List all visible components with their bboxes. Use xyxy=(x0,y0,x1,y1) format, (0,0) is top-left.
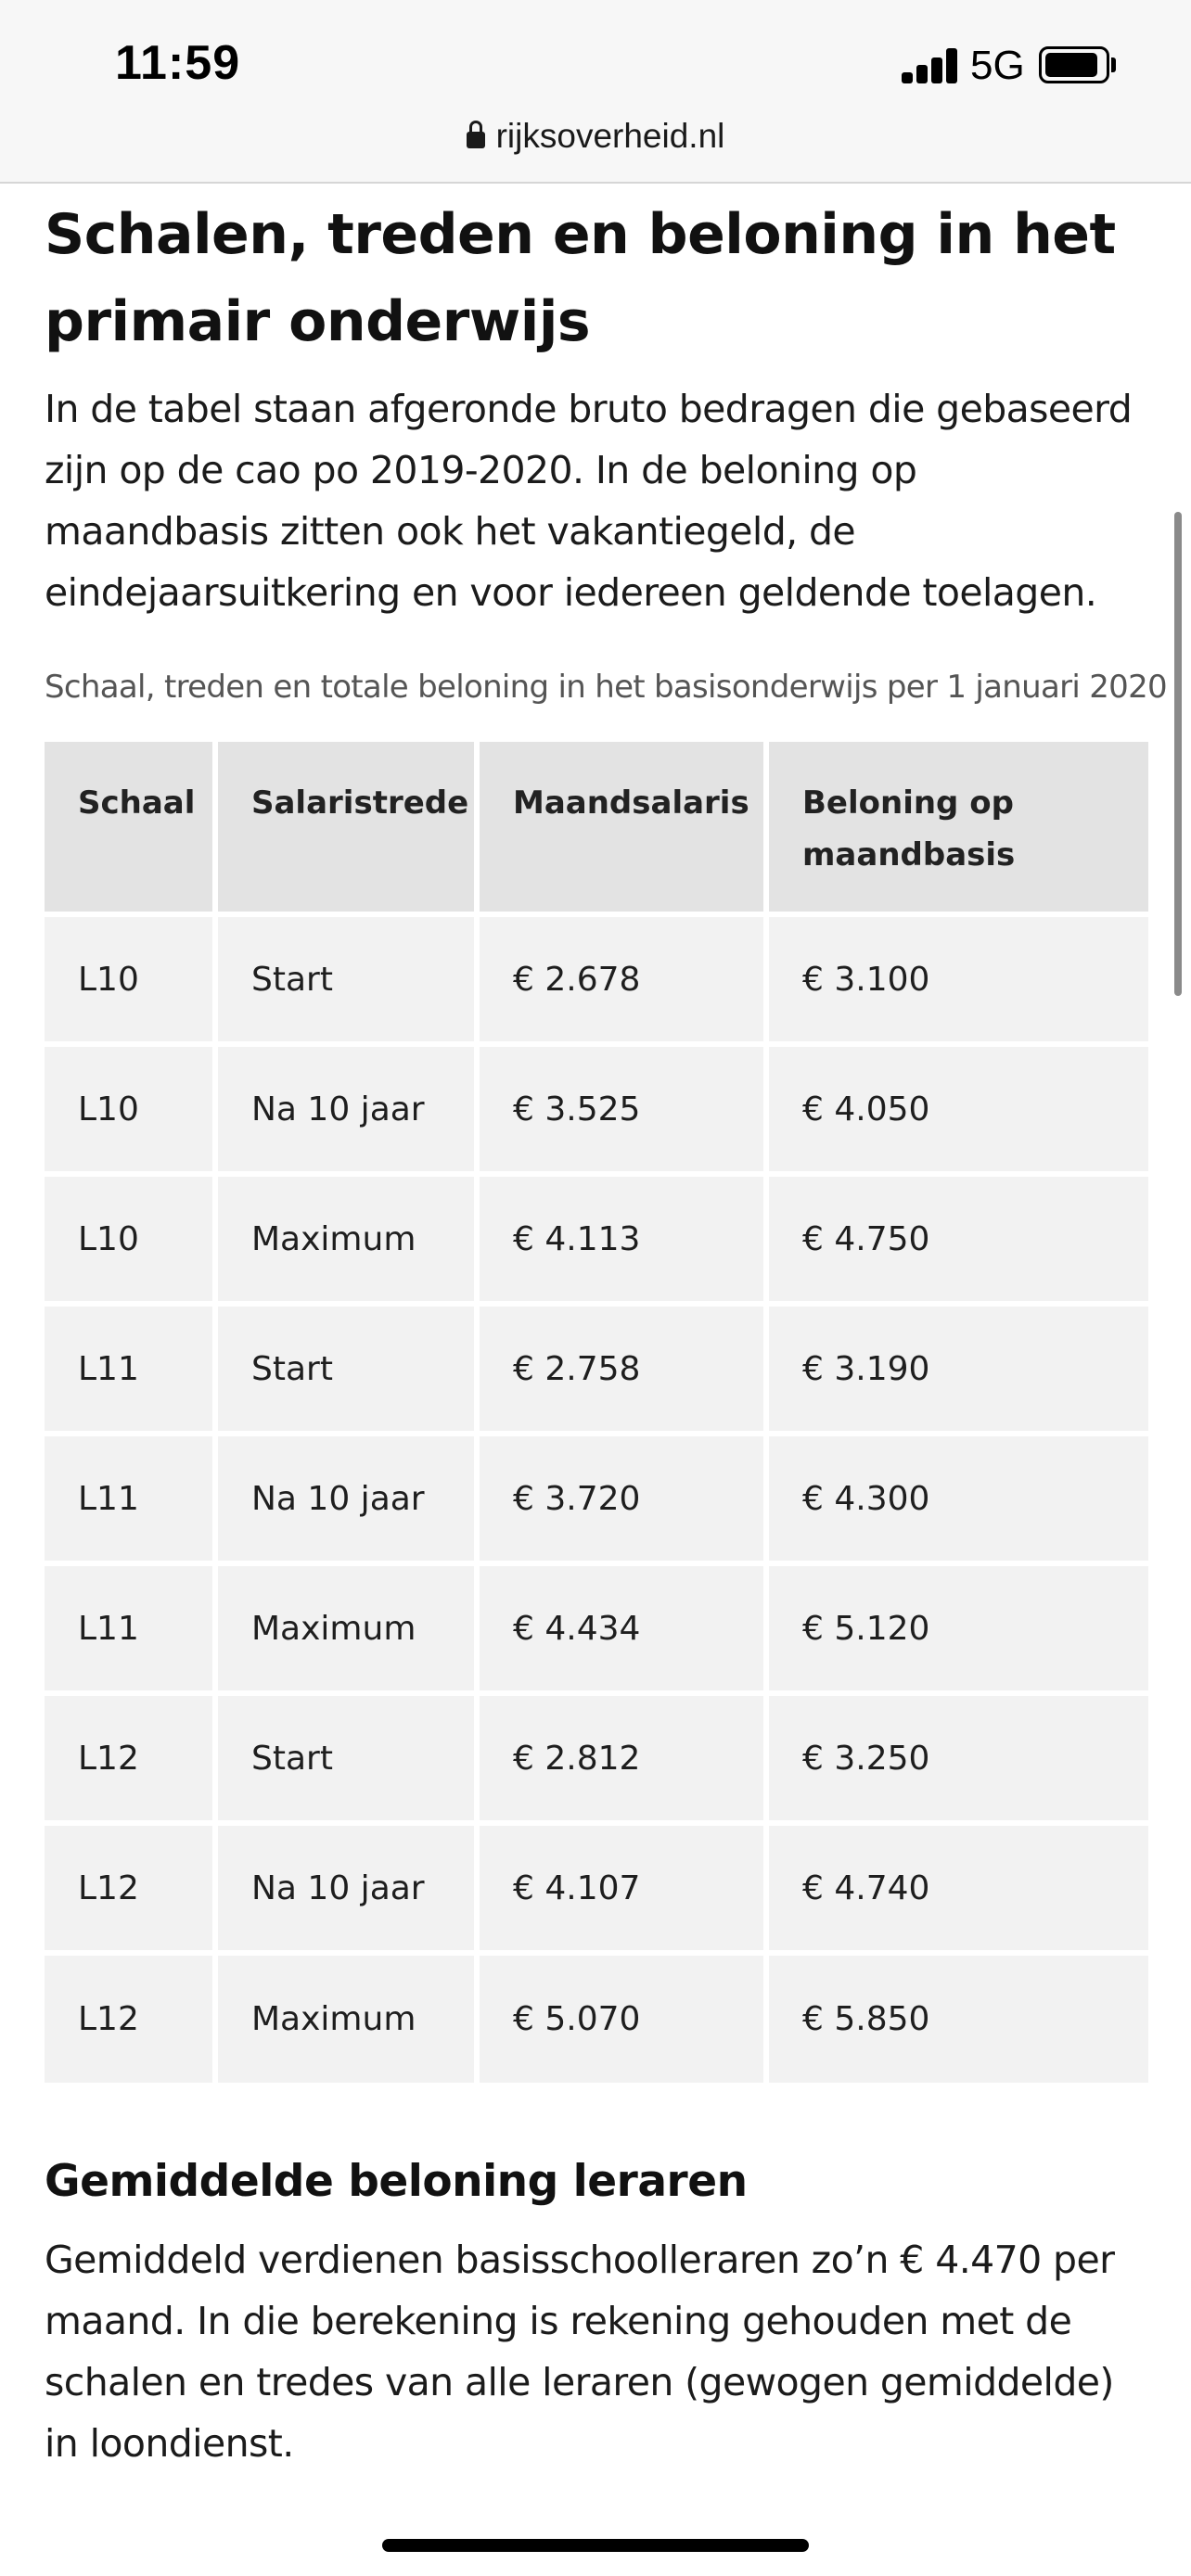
page-title: Schalen, treden en beloning in het primair onderwijs xyxy=(45,202,1116,354)
table-header-row xyxy=(45,742,1148,914)
cell-salaristrede: Na 10 jaar xyxy=(215,1434,477,1563)
cell-beloning: € 4.050 xyxy=(766,1044,1148,1174)
table-row xyxy=(45,1304,1148,1434)
cell-salaristrede: Maximum xyxy=(215,1563,477,1693)
cell-maandsalaris: € 3.525 xyxy=(477,1044,766,1174)
cell-maandsalaris: € 5.070 xyxy=(477,1953,766,2083)
cell-maandsalaris: € 2.812 xyxy=(477,1693,766,1823)
cell-schaal: L11 xyxy=(45,1434,215,1563)
column-header-schaal: Schaal xyxy=(45,742,215,914)
cell-salaristrede: Maximum xyxy=(215,1953,477,2083)
cell-maandsalaris: € 3.720 xyxy=(477,1434,766,1563)
table-row xyxy=(45,1953,1148,2083)
cell-schaal: L11 xyxy=(45,1304,215,1434)
cell-salaristrede: Na 10 jaar xyxy=(215,1044,477,1174)
cellular-signal-icon xyxy=(902,46,959,83)
column-header-maandsalaris: Maandsalaris xyxy=(477,742,766,914)
cell-beloning: € 4.300 xyxy=(766,1434,1148,1563)
cell-maandsalaris: € 2.758 xyxy=(477,1304,766,1434)
url-text: rijksoverheid.nl xyxy=(495,117,725,155)
table-row xyxy=(45,1174,1148,1304)
table-row xyxy=(45,1823,1148,1953)
cell-beloning: € 5.850 xyxy=(766,1953,1148,2083)
intro-paragraph: In de tabel staan afgeronde bruto bedragen die gebaseerd zijn op de cao po 2019-2020. In de beloning op maandbasis zitten ook het vakantiegeld, de eindejaarsuitkering en voor iedereen geldende toelagen. xyxy=(45,387,1133,615)
network-type: 5G xyxy=(970,43,1025,88)
column-header-salaristrede: Salaristrede xyxy=(215,742,477,914)
battery-icon xyxy=(1039,46,1109,83)
table-caption: Schaal, treden en totale beloning in het basisonderwijs per 1 januari 2020 xyxy=(45,669,1167,706)
scroll-indicator[interactable] xyxy=(1174,512,1182,996)
section-paragraph: Gemiddeld verdienen basisschoolleraren zo’n € 4.470 per maand. In die berekening is rekening gehouden met de schalen en tredes van alle leraren (gewogen gemiddelde) in loondienst. xyxy=(45,2238,1115,2466)
table-row xyxy=(45,1563,1148,1693)
cell-salaristrede: Start xyxy=(215,914,477,1044)
cell-beloning: € 3.250 xyxy=(766,1693,1148,1823)
lock-icon xyxy=(467,132,485,148)
column-header-beloning: Beloning op maandbasis xyxy=(766,742,1148,914)
home-indicator[interactable] xyxy=(382,2539,809,2552)
cell-beloning: € 4.740 xyxy=(766,1823,1148,1953)
cell-beloning: € 5.120 xyxy=(766,1563,1148,1693)
browser-top-bar xyxy=(0,0,1191,184)
status-time: 11:59 xyxy=(115,36,241,90)
cell-salaristrede: Na 10 jaar xyxy=(215,1823,477,1953)
table-row xyxy=(45,1693,1148,1823)
cell-beloning: € 4.750 xyxy=(766,1174,1148,1304)
cell-salaristrede: Start xyxy=(215,1304,477,1434)
salary-table xyxy=(45,742,1148,2083)
cell-schaal: L10 xyxy=(45,914,215,1044)
cell-salaristrede: Maximum xyxy=(215,1174,477,1304)
article-content xyxy=(45,191,1167,2474)
cell-schaal: L10 xyxy=(45,1044,215,1174)
battery-level xyxy=(1045,53,1097,77)
cell-maandsalaris: € 2.678 xyxy=(477,914,766,1044)
cell-schaal: L12 xyxy=(45,1693,215,1823)
cell-schaal: L12 xyxy=(45,1823,215,1953)
battery-cap xyxy=(1111,57,1116,72)
cell-beloning: € 3.190 xyxy=(766,1304,1148,1434)
table-row xyxy=(45,1044,1148,1174)
table-row xyxy=(45,914,1148,1044)
cell-beloning: € 3.100 xyxy=(766,914,1148,1044)
cell-maandsalaris: € 4.113 xyxy=(477,1174,766,1304)
cell-schaal: L10 xyxy=(45,1174,215,1304)
cell-maandsalaris: € 4.434 xyxy=(477,1563,766,1693)
cell-maandsalaris: € 4.107 xyxy=(477,1823,766,1953)
cell-schaal: L12 xyxy=(45,1953,215,2083)
table-row xyxy=(45,1434,1148,1563)
cell-salaristrede: Start xyxy=(215,1693,477,1823)
section-heading: Gemiddelde beloning leraren xyxy=(45,2156,748,2207)
cell-schaal: L11 xyxy=(45,1563,215,1693)
address-bar[interactable] xyxy=(0,117,1191,156)
